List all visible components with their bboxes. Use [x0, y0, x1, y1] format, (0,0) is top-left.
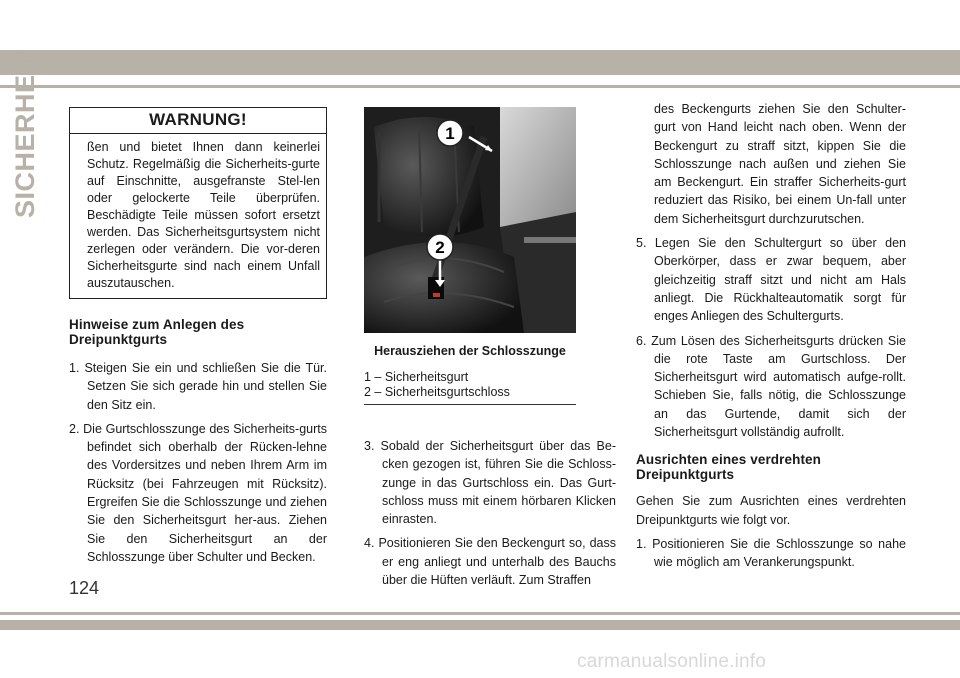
- step-number: 2.: [69, 421, 80, 436]
- warning-title: WARNUNG!: [70, 108, 326, 134]
- seat-belt-photo: [364, 107, 576, 333]
- list-item: [69, 359, 327, 414]
- warning-text: ßen und bietet Ihnen dann keinerlei Schutz. Regelmäßig die Sicherheits-gurte auf Einschnitte, ausgefranste Stel-len oder gelockerte Teile überprüfen. Beschädigte Teile müssen sofort ersetzt werden. Das Sicherheitsgurtsystem nicht zerlegen oder verändern. Die vor-deren Sicherheitsgurte sind nach einem Unfall auszutauschen.: [87, 140, 320, 290]
- step-number: 5.: [636, 236, 647, 251]
- step-text: Positionieren Sie den Beckengurt so, dass er eng anliegt und unterhalb des Bauchs über die Hüften verläuft. Zum Straffen: [378, 536, 616, 588]
- continued-text: des Beckengurts ziehen Sie den Schulter-gurt von Hand leicht nach oben. Wenn der Beckengurt zu straff sitzt, kippen Sie die Schlosszunge nach außen und ziehen Sie am Beckengurt. Ein straffer Sicherheits-gurt reduziert das Risiko, bei einem Un-fall unter dem Sicherheitsgurt durchzurutschen.: [654, 102, 906, 226]
- step-text: Sobald der Sicherheitsgurt über das Be-cken gezogen ist, führen Sie die Schloss-zunge in das Gurtschloss ein. Das Gurt-schloss muss mit einem hörbaren Klicken einrasten.: [380, 439, 616, 527]
- page-number: 124: [69, 578, 100, 598]
- step-text: Die Gurtschlosszunge des Sicherheits-gurts befindet sich oberhalb der Rücken-lehne des Vordersitzes und neben Ihrem Arm im Rücksitz (bei Fahrzeugen mit Rücksitz). Ergreifen Sie die Schlosszunge und ziehen Sie den Sicherheitsgurt her-aus. Ziehen Sie den Sicherheitsgurt an der Schlosszunge über Schulter und Becken.: [83, 421, 327, 564]
- column-right: [636, 100, 906, 572]
- footer-rule: [0, 612, 960, 615]
- list-item: [636, 535, 906, 572]
- step-number: 1.: [636, 536, 647, 551]
- column-left: [69, 107, 327, 566]
- list-item: [364, 534, 616, 589]
- watermark: carmanualsonline.info: [577, 651, 767, 672]
- step-number: 1.: [69, 361, 80, 375]
- section-heading: Ausrichten eines verdrehten Dreipunktgurts: [636, 452, 822, 483]
- footer-band: [0, 620, 960, 630]
- list-item: [636, 332, 906, 442]
- legend-rule: [364, 404, 576, 405]
- section-heading: Hinweise zum Anlegen des Dreipunktgurts: [69, 317, 245, 347]
- steps-list: [636, 234, 906, 441]
- step-number: 6.: [636, 333, 647, 348]
- list-item: [364, 437, 616, 528]
- steps-list: [69, 359, 327, 566]
- figure-caption: Herausziehen der Schlosszunge: [374, 344, 566, 358]
- steps-list: [364, 437, 616, 589]
- list-item: [69, 420, 327, 566]
- step-text: Positionieren Sie die Schlosszunge so nahe wie möglich am Verankerungspunkt.: [652, 536, 906, 570]
- step-text: Steigen Sie ein und schließen Sie die Tür. Setzen Sie sich gerade hin und stellen Sie den Sitz ein.: [84, 361, 327, 412]
- legend-item: 1 – Sicherheitsgurt: [364, 370, 469, 384]
- step-text: Legen Sie den Schultergurt so über den Oberkörper, dass er zwar bequem, aber gleichzeitig straff sitzt und nicht am Hals anliegt. Die Rückhalteautomatik sorgt für enges Anliegen des Schultergurts.: [654, 236, 906, 324]
- step-text: Zum Lösen des Sicherheitsgurts drücken Sie die rote Taste am Gurtschloss. Der Sicherheitsgurt wird automatisch aufge-rollt. Schieben Sie, falls nötig, die Schlosszunge an das Gurtende, damit sich der Sicherheitsgurt vollständig aufrollt.: [651, 333, 906, 440]
- list-item: [636, 234, 906, 325]
- column-middle: [364, 107, 616, 589]
- callout-2: 2: [435, 238, 445, 257]
- header-rule: [0, 85, 960, 88]
- step-number: 4.: [364, 536, 375, 551]
- step-number: 3.: [364, 439, 375, 453]
- section-side-title: SICHERHEIT: [10, 49, 40, 218]
- figure-legend: [364, 370, 616, 400]
- steps-list: [636, 535, 906, 572]
- legend-item: 2 – Sicherheitsgurtschloss: [364, 385, 510, 399]
- callout-1: 1: [445, 124, 455, 143]
- intro-text: Gehen Sie zum Ausrichten eines verdrehten Dreipunktgurts wie folgt vor.: [636, 494, 906, 527]
- header-band: [0, 50, 960, 75]
- warning-box: [69, 107, 327, 299]
